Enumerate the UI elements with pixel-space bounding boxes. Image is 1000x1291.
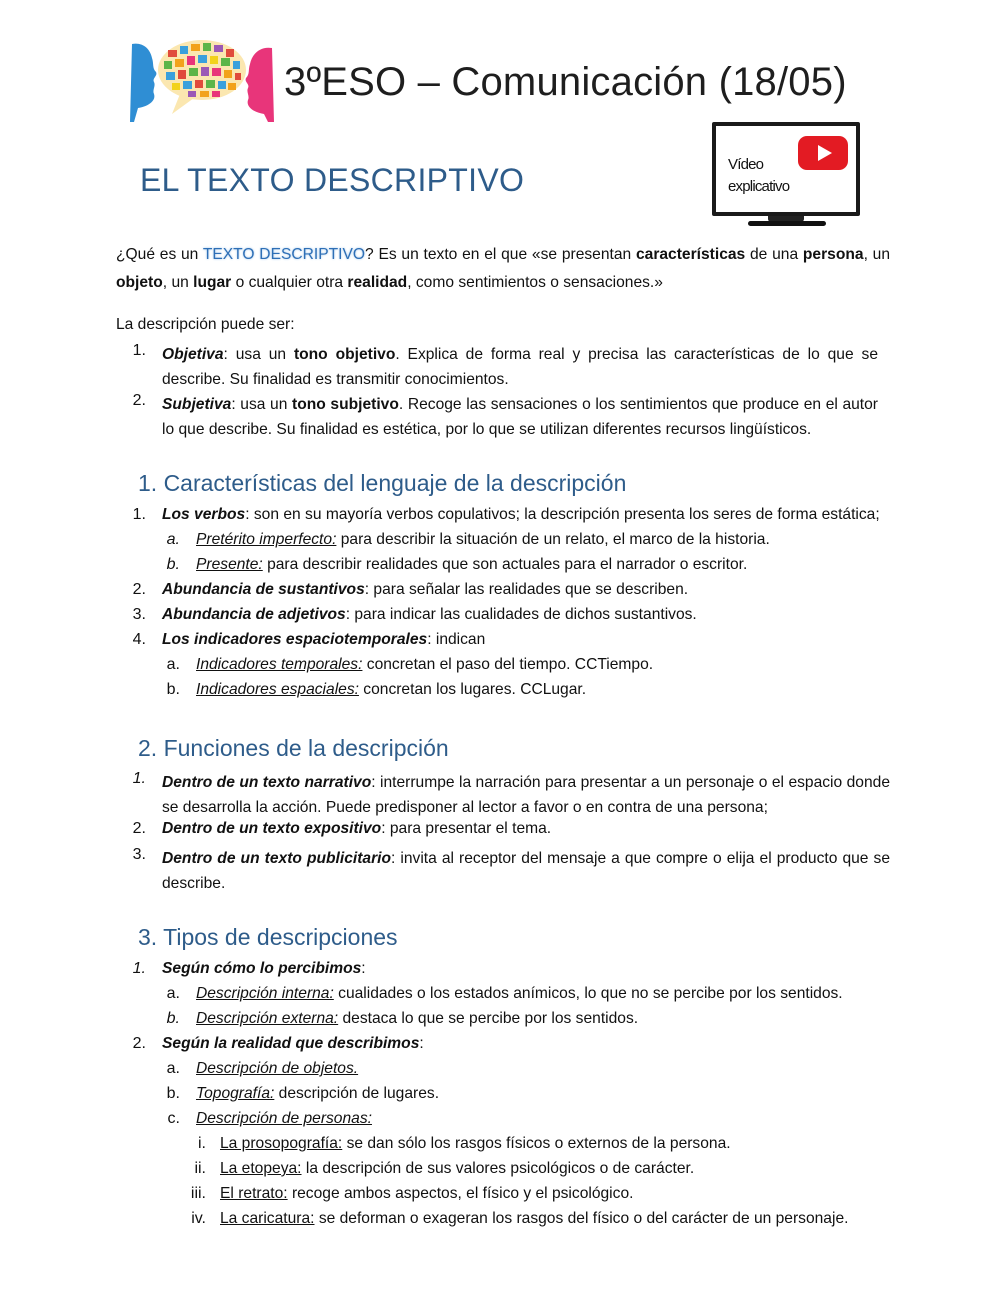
- list-item: Pretérito imperfecto: para describir la situación de un relato, el marco de la historia.: [196, 531, 770, 548]
- tv-base-icon: [748, 221, 826, 226]
- section-heading-caracteristicas: 1. Características del lenguaje de la descripción: [138, 470, 627, 496]
- list-number: c.: [167, 1110, 180, 1127]
- list-item: Presente: para describir realidades que son actuales para el narrador o escritor.: [196, 556, 748, 573]
- list-item: Indicadores temporales: concretan el paso del tiempo. CCTiempo.: [196, 656, 654, 673]
- list-item-objetiva: Objetiva: usa un tono objetivo. Explica de forma real y precisa las características de lo que se describe. Su finalidad es transmitir conocimientos.: [162, 346, 878, 388]
- list-item: Dentro de un texto expositivo: para presentar el tema.: [162, 820, 552, 837]
- list-number: a.: [166, 531, 180, 548]
- list-number: 3.: [132, 846, 146, 863]
- section-heading-funciones: 2. Funciones de la descripción: [138, 735, 449, 761]
- communication-logo: [128, 36, 276, 124]
- video-label: Vídeo explicativo: [728, 156, 790, 195]
- list-number: b.: [166, 1085, 180, 1102]
- list-item: La etopeya: la descripción de sus valores psicológicos o de carácter.: [220, 1160, 695, 1177]
- list-number: 1.: [132, 342, 146, 359]
- list-item: Descripción de personas:: [196, 1110, 372, 1127]
- list-number: ii.: [194, 1160, 206, 1177]
- youtube-play-icon: [798, 136, 848, 170]
- list-item: Los indicadores espaciotemporales: indican: [162, 631, 486, 648]
- list-item: Indicadores espaciales: concretan los lugares. CCLugar.: [196, 681, 587, 698]
- header-title: 3ºESO – Comunicación (18/05): [284, 60, 847, 104]
- list-number: 1.: [132, 960, 146, 977]
- section-heading-tipos: 3. Tipos de descripciones: [138, 924, 398, 950]
- list-item: La caricatura: se deforman o exageran los rasgos del físico o del carácter de un personaje.: [220, 1210, 849, 1227]
- types-lead: La descripción puede ser:: [116, 316, 295, 333]
- list-number: 4.: [132, 631, 146, 648]
- list-number: 3.: [132, 606, 146, 623]
- list-item: Abundancia de adjetivos: para indicar las cualidades de dichos sustantivos.: [162, 606, 697, 623]
- list-item: Dentro de un texto publicitario: invita al receptor del mensaje a que compre o elija el producto que se describe.: [162, 850, 891, 892]
- list-number: 2.: [132, 1035, 146, 1052]
- list-number: iv.: [191, 1210, 206, 1227]
- list-number: a.: [166, 1060, 180, 1077]
- list-number: 2.: [132, 581, 146, 598]
- list-number: a.: [166, 656, 180, 673]
- video-explanation-button[interactable]: [712, 122, 860, 228]
- list-item: Según la realidad que describimos:: [162, 1035, 424, 1052]
- list-number: 2.: [132, 392, 146, 409]
- list-item: Abundancia de sustantivos: para señalar las realidades que se describen.: [162, 581, 689, 598]
- list-item: Descripción de objetos.: [196, 1060, 359, 1077]
- tv-screen-icon: [712, 122, 860, 216]
- page-title: EL TEXTO DESCRIPTIVO: [140, 162, 525, 198]
- list-number: 2.: [132, 820, 146, 837]
- list-item: El retrato: recoge ambos aspectos, el físico y el psicológico.: [220, 1185, 634, 1202]
- list-item: Descripción interna: cualidades o los estados anímicos, lo que no se percibe por los sentidos.: [196, 985, 843, 1002]
- list-number: b.: [166, 556, 180, 573]
- list-item: Los verbos: son en su mayoría verbos copulativos; la descripción presenta los seres de forma estática;: [162, 506, 880, 523]
- list-item: Según cómo lo percibimos:: [162, 960, 366, 977]
- list-item: La prosopografía: se dan sólo los rasgos físicos o externos de la persona.: [220, 1135, 731, 1152]
- list-number: 1.: [132, 770, 146, 787]
- list-number: a.: [166, 985, 180, 1002]
- list-item-subjetiva: Subjetiva: usa un tono subjetivo. Recoge las sensaciones o los sentimientos que produce en el autor lo que describe. Su finalidad es estética, por lo que se utilizan diferentes recursos lingüísticos.: [162, 396, 878, 438]
- texto-descriptivo-link[interactable]: TEXTO DESCRIPTIVO: [202, 246, 366, 263]
- list-item: Topografía: descripción de lugares.: [196, 1085, 440, 1102]
- intro-paragraph: ¿Qué es un TEXTO DESCRIPTIVO? Es un texto en el que «se presentan características de una persona, un objeto, un lugar o cualquier otra realidad, como sentimientos o sensaciones.»: [116, 246, 891, 291]
- list-item: Descripción externa: destaca lo que se percibe por los sentidos.: [196, 1010, 639, 1027]
- list-number: b.: [166, 681, 180, 698]
- list-number: 1.: [132, 506, 146, 523]
- list-number: b.: [166, 1010, 180, 1027]
- list-item: Dentro de un texto narrativo: interrumpe la narración para presentar a un personaje o el espacio donde se desarrolla la acción. Puede predisponer al lector a favor o en contra de una persona;: [162, 774, 890, 816]
- list-number: i.: [198, 1135, 206, 1152]
- list-number: iii.: [190, 1185, 206, 1202]
